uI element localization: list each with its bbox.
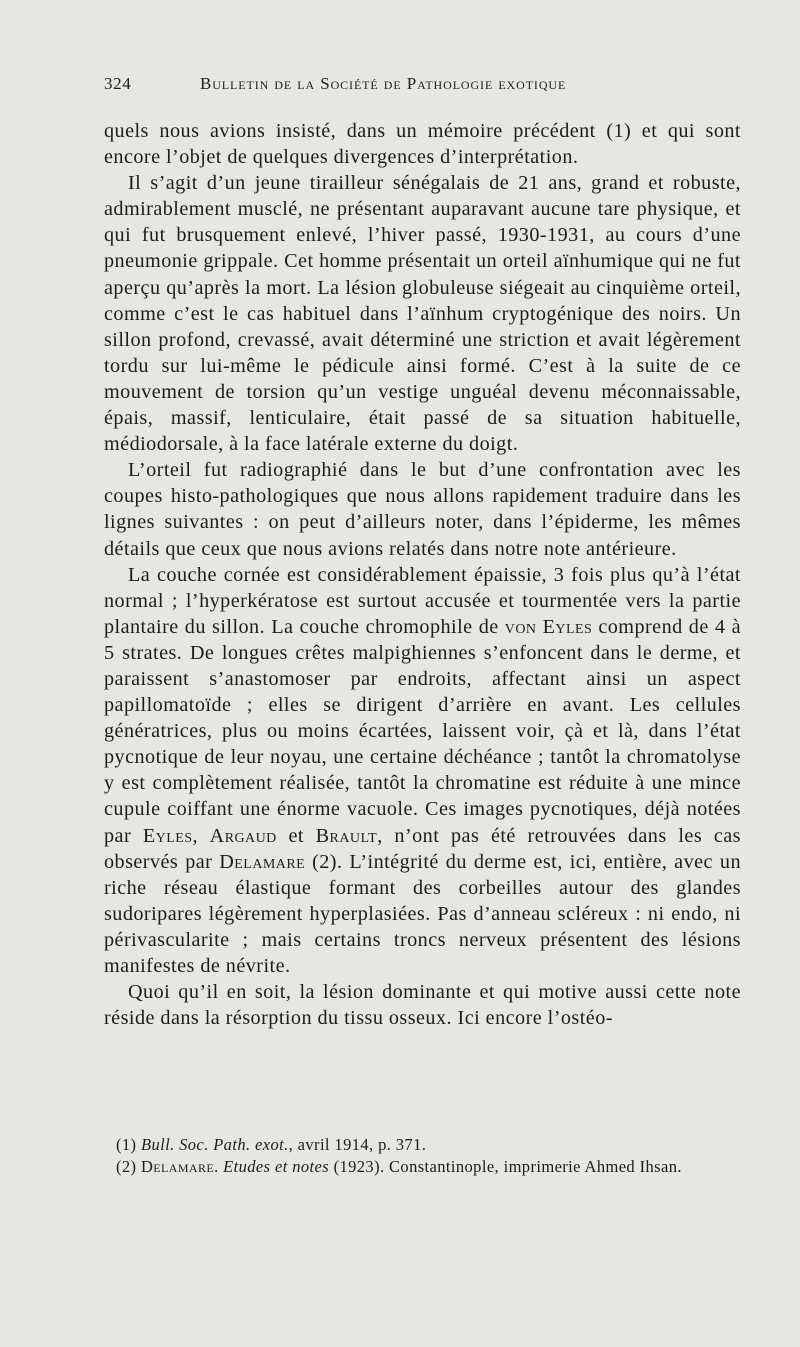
paragraph-4-part-c: , [192, 824, 210, 847]
footnote-1-rest: , avril 1914, p. 371. [288, 1135, 427, 1154]
running-header [104, 74, 744, 94]
author-brault: Brault [315, 824, 378, 847]
paragraph-1: quels nous avions insisté, dans un mémoire précédent (1) et qui sont encore l’objet de quelques divergences d’interprétation. [104, 120, 741, 169]
paragraph-4-part-f: (2). L’intégrité du derme est, ici, entière, avec un riche réseau élastique formant des corbeilles autour des glandes sudoripares légèrement hyperplasiées. Pas d’anneau scléreux : ni endo, ni périvascularite ; mais certains troncs nerveux présentent des lésions manifestes de névrite. [104, 850, 741, 977]
paragraph-2: Il s’agit d’un jeune tirailleur sénégalais de 21 ans, grand et robuste, admirablement musclé, ne présentant auparavant aucune tare physique, et qui fut brusquement enlevé, l’hiver passé, 1930-1931, au cours d’une pneumonie grippale. Cet homme présentait un orteil aïnhumique qui ne fut aperçu qu’après la mort. La lésion globuleuse siégeait au cinquième orteil, comme c’est le cas habituel dans l’aïnhum cryptogénique des noirs. Un sillon profond, crevassé, avait déterminé une striction et avait légèrement tordu sur lui-même le pédicule ainsi formé. C’est à la suite de ce mouvement de torsion qu’un vestige unguéal devenu méconnaissable, épais, massif, lenticulaire, était passé de sa situation habituelle, médiodorsale, à la face latérale externe du doigt. [104, 172, 741, 456]
paragraph-4-part-a: La couche cornée est considérablement épaissie, 3 fois plus qu’à l’état normal ; l’hyperkératose est surtout accusée et tourmentée vers la partie plantaire du sillon. La couche chromophile de [104, 563, 741, 638]
footnote-2-mark: (2) [116, 1157, 137, 1176]
author-von-eyles: von Eyles [504, 615, 593, 638]
footnote-1 [104, 1134, 741, 1156]
footnote-2-rest: (1923). Constantinople, imprimerie Ahmed Ihsan. [329, 1157, 682, 1176]
author-delamare: Delamare [219, 850, 306, 873]
paragraph-4-part-d: et [276, 824, 316, 847]
footnote-1-title: Bull. Soc. Path. exot. [140, 1135, 289, 1154]
footnote-2 [104, 1156, 741, 1178]
paragraph-4-part-e: , n’ont pas été retrouvées dans les cas observés par [104, 824, 741, 873]
paragraph-4-part-b: comprend de 4 à 5 strates. De longues crêtes malpighiennes s’enfoncent dans le derme, et paraissent s’anastomoser par endroits, affectant ainsi un aspect papillomatoïde ; elles se dirigent d’arrière en avant. Les cellules génératrices, plus ou moins écartées, laissent voir, çà et là, dans l’état pycnotique de leur noyau, une certaine déchéance ; tantôt la chromatolyse y est complètement réalisée, tantôt la chromatine est réduite à une mince cupule coiffant une énorme vacuole. Ces images pycnotiques, déjà notées par [104, 615, 741, 847]
footnote-2-title: Etudes et notes [223, 1157, 330, 1176]
paragraph-3: L’orteil fut radiographié dans le but d’une confrontation avec les coupes histo-pathologiques que nous allons rapidement traduire dans les lignes suivantes : on peut d’ailleurs noter, dans l’épiderme, les mêmes détails que ceux que nous avions relatés dans notre note antérieure. [104, 459, 741, 560]
footnote-1-mark: (1) [116, 1135, 137, 1154]
running-title: Bulletin de la Société de Pathologie exotique [200, 74, 567, 93]
page-number: 324 [104, 74, 132, 93]
footnotes [104, 1134, 741, 1178]
paragraph-4 [104, 562, 741, 980]
footnote-2-author: Delamare. [140, 1157, 219, 1176]
paragraph-5: Quoi qu’il en soit, la lésion dominante et qui motive aussi cette note réside dans la résorption du tissu osseux. Ici encore l’ostéo- [104, 981, 741, 1030]
author-eyles: Eyles [142, 824, 193, 847]
body-text [104, 118, 741, 1031]
author-argaud: Argaud [209, 824, 277, 847]
